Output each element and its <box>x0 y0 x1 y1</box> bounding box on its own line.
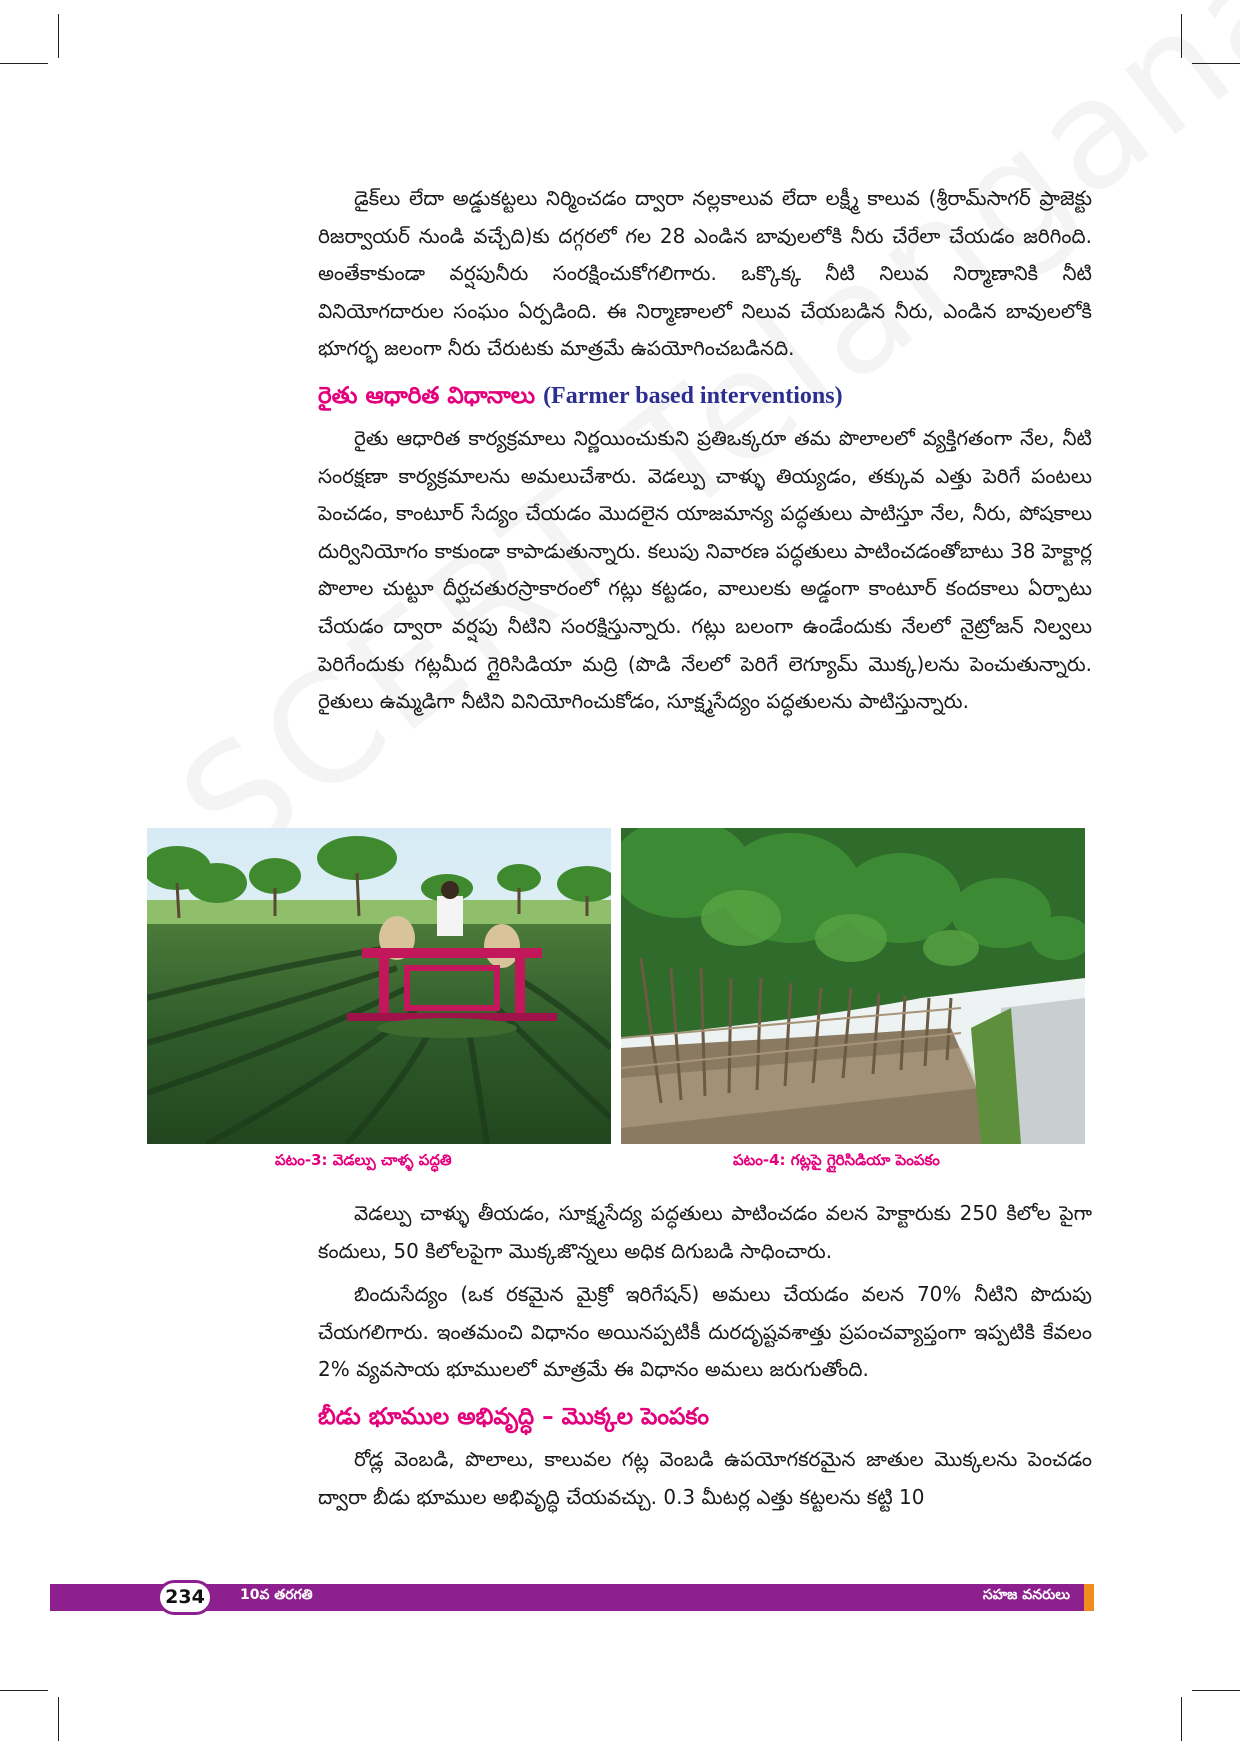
footer-class-label: 10వ తరగతి <box>240 1587 313 1603</box>
farmer-heading <box>318 376 1092 416</box>
lower-section <box>318 1195 1092 1516</box>
crop-mark-bottom-right-v <box>1181 1697 1182 1741</box>
intro-section <box>318 180 1092 721</box>
wasteland-heading: బీడు భూముల అభివృద్ధి – మొక్కల పెంపకం <box>318 1403 710 1430</box>
crop-mark-bottom-left-h <box>0 1690 48 1691</box>
farmer-heading-te: రైతు ఆధారిత విధానాలు <box>318 382 536 409</box>
drip-paragraph: బిందుసేద్యం (ఒక రకమైన మైక్రో ఇరిగేషన్) అమలు చేయడం వలన 70% నీటిని పొదుపు చేయగలిగారు. ఇంతమంచి విధానం అయినప్పటికీ దురదృష్టవశాత్తు ప్రపంచవ్యాప్తంగా ఇప్పటికి కేవలం 2% వ్యవసాయ భూములలో మాత్రమే ఈ విధానం అమలు జరుగుతోంది. <box>318 1282 1092 1382</box>
farmer-paragraph: రైతు ఆధారిత కార్యక్రమాలు నిర్ణయించుకుని ప్రతిఒక్కరూ తమ పొలాలలో వ్యక్తిగతంగా నేల, నీటి సంరక్షణా కార్యక్రమాలను అమలుచేశారు. వెడల్పు చాళ్ళు తియ్యడం, తక్కువ ఎత్తు పెరిగే పంటలు పెంచడం, కాంటూర్ సేద్యం చేయడం మొదలైన యాజమాన్య పద్ధతులు పాటిస్తూ నేల, నీరు, పోషకాలు దుర్వినియోగం కాకుండా కాపాడుతున్నారు. కలుపు నివారణ పద్ధతులు పాటించడంతోబాటు 38 హెక్టార్ల పొలాల చుట్టూ దీర్ఘచతురస్రాకారంలో గట్లు కట్టడం, వాలులకు అడ్డంగా కాంటూర్ కందకాలు ఏర్పాటు చేయడం ద్వారా వర్షపు నీటిని సంరక్షిస్తున్నారు. గట్లు బలంగా ఉండేందుకు నేలలో నైట్రోజన్ నిల్వలు పెరిగేందుకు గట్లమీద గ్లైరిసిడియా మద్రి (పొడి నేలలో పెరిగే లెగ్యూమ్ మొక్క)లను పెంచుతున్నారు. రైతులు ఉమ్మడిగా నీటిని వినియోగించుకోడం, సూక్ష్మసేద్యం పద్ధతులను పాటిస్తున్నారు. <box>318 425 1092 714</box>
crop-mark-bottom-right-h <box>1192 1690 1240 1691</box>
page-number: 234 <box>157 1580 213 1615</box>
crop-mark-bottom-left-v <box>58 1697 59 1741</box>
intro-paragraph: డైక్‌లు లేదా అడ్డుకట్టలు నిర్మించడం ద్వారా నల్లకాలువ లేదా లక్ష్మీ కాలువ (శ్రీరామ్‌సాగర్ ప్రాజెక్టు రిజర్వాయర్ నుండి వచ్చేది)కు దగ్గరలో గల 28 ఎండిన బావులలోకి నీరు చేరేలా చేయడం జరిగింది. అంతేకాకుండా వర్షపునీరు సంరక్షించుకోగలిగారు. ఒక్కొక్క నీటి నిలువ నిర్మాణానికి నీటి వినియోగదారుల సంఘం ఏర్పడింది. ఈ నిర్మాణాలలో నిలువ చేయబడిన నీరు, ఎండిన బావులలోకి భూగర్భ జలంగా నీరు చేరుటకు మాత్రమే ఉపయోగించబడినది. <box>318 186 1092 361</box>
wasteland-paragraph: రోడ్ల వెంబడి, పొలాలు, కాలువల గట్ల వెంబడి ఉపయోగకరమైన జాతుల మొక్కలను పెంచడం ద్వారా బీడు భూముల అభివృద్ధి చేయవచ్చు. 0.3 మీటర్ల ఎత్తు కట్టలను కట్టి 10 <box>318 1446 1092 1509</box>
crop-mark-top-left-h <box>0 63 48 64</box>
yield-paragraph: వెడల్పు చాళ్ళు తీయడం, సూక్ష్మసేద్య పద్ధతులు పాటించడం వలన హెక్టారుకు 250 కిలోల పైగా కందులు, 50 కిలోలపైగా మొక్కజొన్నలు అధిక దిగుబడి సాధించారు. <box>318 1201 1092 1263</box>
figure-3-caption: పటం-3: వెడల్పు చాళ్ళ పద్ధతి <box>275 1151 452 1169</box>
figure-3-photo <box>147 828 611 1144</box>
figure-4-photo <box>621 828 1085 1144</box>
crop-mark-top-right-h <box>1192 63 1240 64</box>
crop-mark-top-left-v <box>58 14 59 58</box>
footer-chapter-label: సహజ వనరులు <box>982 1587 1070 1603</box>
figure-4-caption: పటం-4: గట్లపై గ్లైరిసిడియా పెంపకం <box>733 1151 940 1169</box>
farmer-heading-en: (Farmer based interventions) <box>543 382 843 409</box>
footer-accent <box>1084 1584 1094 1611</box>
crop-mark-top-right-v <box>1181 14 1182 58</box>
